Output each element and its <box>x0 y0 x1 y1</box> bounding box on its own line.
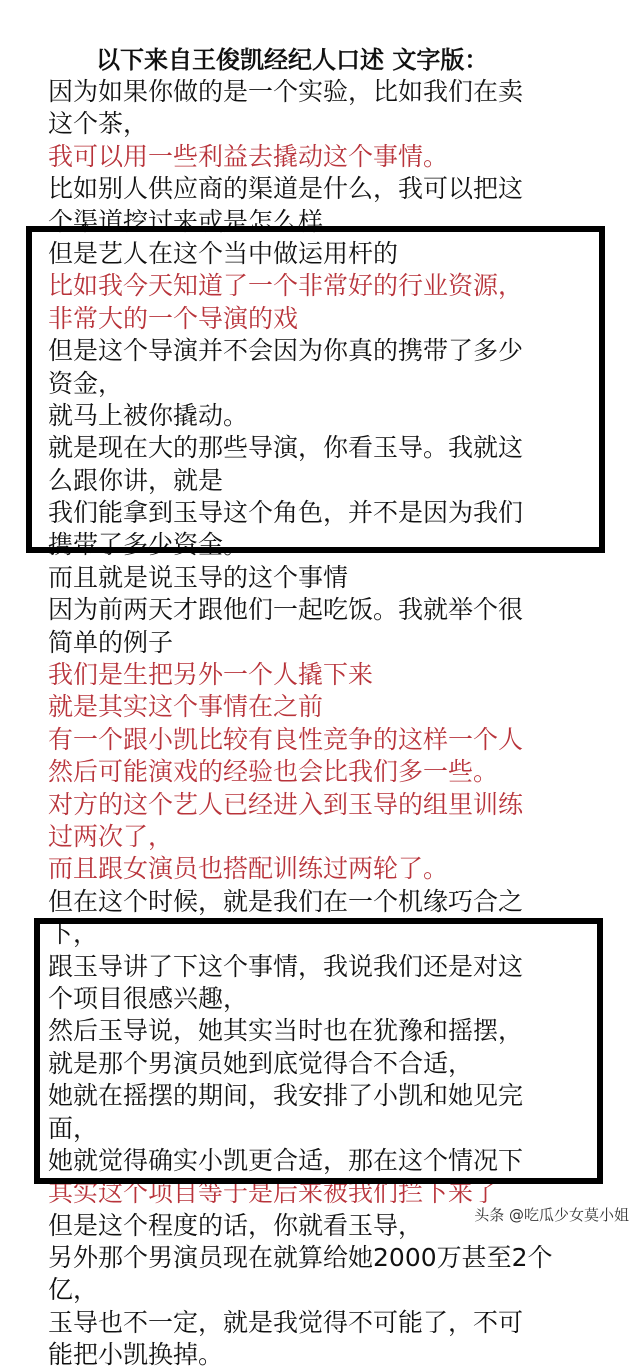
text-line: 么跟你讲，就是 <box>48 465 224 495</box>
text-line: 跟玉导讲了下这个事情，我说我们还是对这 <box>48 951 524 981</box>
text-line: 我们能拿到玉导这个角色，并不是因为我们 <box>48 498 524 528</box>
text-line: 然后玉导说，她其实当时也在犹豫和摇摆， <box>48 1016 524 1046</box>
text-line: 就马上被你撬动。 <box>48 400 249 430</box>
text-line: 能把小凯换掉。 <box>48 1340 224 1370</box>
text-line: 因为如果你做的是一个实验，比如我们在卖 <box>48 77 524 106</box>
highlighted-text-line: 对方的这个艺人已经进入到玉导的组里训练 <box>48 789 524 819</box>
text-line: 但在这个时候，就是我们在一个机缘巧合之 <box>48 886 524 916</box>
highlighted-text-line: 其实这个项目等于是后来被我们拦下来了 <box>48 1178 499 1208</box>
text-line: 就是现在大的那些导演，你看玉导。我就这 <box>48 433 524 463</box>
highlighted-text-line: 我们是生把另外一个人撬下来 <box>48 660 374 690</box>
highlight-box-2 <box>34 918 603 1184</box>
text-line: 个渠道挖过来或是怎么样 <box>48 206 324 236</box>
text-line: 就是那个男演员她到底觉得合不合适， <box>48 1048 474 1078</box>
highlighted-text-line: 比如我今天知道了一个非常好的行业资源， <box>48 271 524 301</box>
text-line: 面， <box>48 1113 99 1143</box>
text-line: 她就在摇摆的期间，我安排了小凯和她见完 <box>48 1081 524 1111</box>
text-line: 玉导也不一定，就是我觉得不可能了，不可 <box>48 1307 524 1337</box>
highlight-box-1 <box>26 226 605 553</box>
highlighted-text-line: 我可以用一些利益去撬动这个事情。 <box>48 141 449 171</box>
highlighted-text-line: 非常大的一个导演的戏 <box>48 303 299 333</box>
text-line: 个项目很感兴趣， <box>48 983 249 1013</box>
watermark: 头条 @吃瓜少女莫小姐 <box>474 1206 629 1224</box>
text-line: 这个茶， <box>48 109 149 139</box>
text-line: 但是这个导演并不会因为你真的携带了多少 <box>48 336 524 366</box>
highlighted-text-line: 而且跟女演员也搭配训练过两轮了。 <box>48 854 449 884</box>
text-line: 下， <box>48 919 99 949</box>
text-line: 亿， <box>48 1275 99 1305</box>
text-line: 但是这个程度的话，你就看玉导， <box>48 1210 424 1240</box>
text-line: 而且就是说玉导的这个事情 <box>48 562 349 592</box>
highlighted-text-line: 就是其实这个事情在之前 <box>48 692 324 722</box>
highlighted-text-line: 有一个跟小凯比较有良性竞争的这样一个人 <box>48 724 524 754</box>
text-line: 资金， <box>48 368 124 398</box>
text-line: 她就觉得确实小凯更合适，那在这个情况下 <box>48 1145 524 1175</box>
text-line: 因为前两天才跟他们一起吃饭。我就举个很 <box>48 595 524 625</box>
text-line: 但是艺人在这个当中做运用杆的 <box>48 238 399 268</box>
text-line: 另外那个男演员现在就算给她2000万甚至2个 <box>48 1243 553 1273</box>
highlighted-text-line: 过两次了， <box>48 821 174 851</box>
document-title: 以下来自王俊凯经纪人口述 文字版： <box>96 46 489 74</box>
text-line: 简单的例子 <box>48 627 174 657</box>
highlighted-text-line: 然后可能演戏的经验也会比我们多一些。 <box>48 757 499 787</box>
text-line: 携带了多少资金。 <box>48 530 249 560</box>
text-line: 比如别人供应商的渠道是什么，我可以把这 <box>48 174 524 204</box>
